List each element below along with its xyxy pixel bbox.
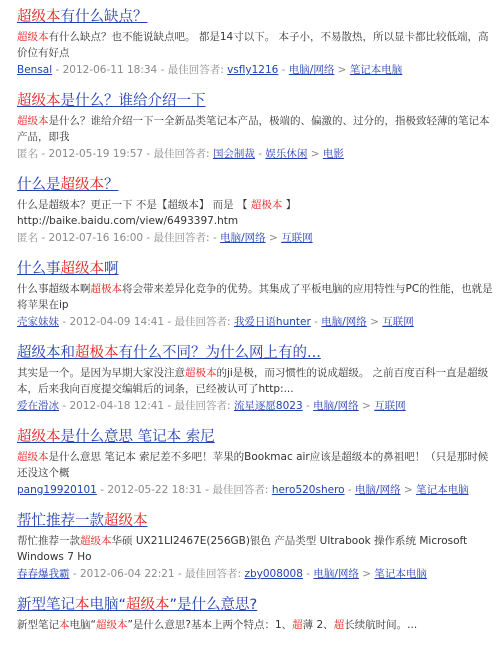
- search-result: [17, 344, 493, 414]
- answerer-link[interactable]: 我爱日语hunter: [233, 316, 311, 328]
- search-result: [17, 8, 493, 78]
- snippet-highlight: 超级本: [95, 619, 128, 631]
- best-answer-label: - 最佳回答者:: [143, 148, 213, 160]
- category-link[interactable]: 电脑/网络: [313, 400, 359, 412]
- post-date: 2012-06-04 22:21: [79, 568, 175, 580]
- answerer-link[interactable]: zby008008: [244, 568, 303, 580]
- breadcrumb-arrow: >: [265, 232, 282, 244]
- result-snippet: [17, 29, 493, 61]
- title-text: 新型笔记: [17, 597, 75, 613]
- title-text: 有什么缺点？: [60, 9, 148, 25]
- snippet-highlight: 超级本: [17, 451, 49, 463]
- snippet-highlight: 本: [59, 619, 70, 631]
- title-text: ”是什么意思?: [169, 597, 258, 613]
- title-text: 啊: [104, 261, 119, 277]
- meta-separator: -: [52, 64, 63, 76]
- meta-separator: -: [302, 400, 314, 412]
- result-snippet: [17, 113, 493, 145]
- result-meta: [17, 398, 493, 414]
- meta-separator: -: [59, 316, 70, 328]
- meta-separator: -: [38, 232, 49, 244]
- post-date: 2012-04-09 14:41: [69, 316, 165, 328]
- category-link[interactable]: 电脑/网络: [313, 568, 359, 580]
- result-meta: [17, 566, 493, 582]
- result-title-link[interactable]: [17, 176, 493, 195]
- breadcrumb-arrow: >: [358, 568, 375, 580]
- result-title-link[interactable]: [17, 344, 493, 363]
- author-link[interactable]: Bensal: [17, 64, 53, 76]
- title-text: 是什么？谁给介绍一下: [60, 93, 206, 109]
- result-meta: [17, 146, 493, 162]
- snippet-text: 是什么意思 笔记本 索尼差不多吧！苹果的Bookmac air应该是超级本的鼻祖吧！（只是那时候还没这个概: [17, 451, 489, 479]
- post-date: 2012-05-22 18:31: [107, 484, 202, 496]
- category-link[interactable]: 娱乐休闲: [265, 148, 308, 160]
- category-link[interactable]: 电脑/网络: [220, 232, 266, 244]
- result-title-link[interactable]: [17, 260, 493, 279]
- result-title-link[interactable]: [17, 8, 493, 27]
- category-link[interactable]: 笔记本电脑: [416, 484, 469, 496]
- title-text: 超级本和: [17, 345, 75, 361]
- search-result: [17, 260, 493, 330]
- title-highlight: 超级本: [60, 177, 104, 193]
- meta-separator: -: [38, 148, 49, 160]
- snippet-highlight: 超: [292, 619, 303, 631]
- result-meta: [17, 62, 493, 78]
- best-answer-label: - 最佳回答者:: [164, 400, 234, 412]
- meta-separator: -: [302, 568, 314, 580]
- title-highlight: 超级本: [60, 261, 104, 277]
- snippet-text: 的ji是极，而习惯性的说成超级。 之前百度百科一直是超级本，后来我向百度提交编辑后的词条，已经被认可了http:...: [17, 367, 489, 395]
- meta-separator: -: [310, 316, 322, 328]
- result-title-link[interactable]: [17, 428, 493, 447]
- snippet-highlight: 超极本: [185, 367, 217, 379]
- answerer-link[interactable]: hero520shero: [271, 484, 345, 496]
- result-snippet: [17, 281, 493, 313]
- snippet-text: 华硕 UX21LI2467E(256GB)银色 产品类型 Ultrabook 操作系统 Microsoft Windows 7 Ho: [17, 535, 468, 563]
- breadcrumb-arrow: >: [307, 148, 323, 160]
- category-link[interactable]: 电脑/网络: [321, 316, 367, 328]
- author-link[interactable]: 壳家妹妹: [17, 316, 59, 328]
- title-highlight: 超极本: [75, 345, 119, 361]
- snippet-text: 是什么？谁给介绍一下一全新品类笔记本产品，极端的、偏激的、过分的，指极致轻薄的笔记本产品，即我: [17, 115, 490, 143]
- snippet-text: 有什么缺点？也不能说缺点吧。 都是14寸以下。 本子小，不易散热，所以显卡都比较低端，高价位有好点: [17, 31, 489, 59]
- snippet-text: 新型笔记: [17, 619, 59, 631]
- result-snippet: [17, 449, 493, 481]
- meta-separator: -: [254, 148, 266, 160]
- meta-separator: -: [278, 64, 289, 76]
- result-title-link[interactable]: [17, 92, 493, 111]
- answerer-link[interactable]: vsfly1216: [227, 64, 279, 76]
- snippet-text: 薄 2、: [302, 619, 334, 631]
- snippet-highlight: 超级本: [17, 31, 49, 43]
- title-highlight: 超级本: [17, 93, 61, 109]
- meta-separator: -: [344, 484, 356, 496]
- author-link[interactable]: 春春爆我霸: [17, 568, 70, 580]
- category-link[interactable]: 电脑/网络: [355, 484, 401, 496]
- post-date: 2012-07-16 16:00: [48, 232, 144, 244]
- snippet-text: 什么事超级本啊: [17, 283, 91, 295]
- snippet-highlight: 超: [333, 619, 345, 631]
- title-highlight: 超级本: [104, 513, 148, 529]
- snippet-highlight: 超极本: [90, 283, 122, 295]
- breadcrumb-arrow: >: [400, 484, 417, 496]
- snippet-highlight: 超极本: [250, 199, 283, 211]
- result-snippet: [17, 197, 493, 229]
- snippet-text: ”是什么意思?基本上两个特点：1、: [127, 619, 293, 631]
- search-result: [17, 176, 493, 246]
- answerer-link[interactable]: 国会制裁: [212, 148, 255, 160]
- author-link[interactable]: pang19920101: [17, 484, 97, 496]
- result-title-link[interactable]: [17, 512, 493, 531]
- breadcrumb-arrow: >: [334, 64, 350, 76]
- snippet-text: 什么是超级本？更正一下 不是【超级本】 而是 【: [17, 199, 251, 211]
- breadcrumb-arrow: >: [358, 400, 375, 412]
- author-link[interactable]: 爱在滑冰: [17, 400, 59, 412]
- result-meta: [17, 314, 493, 330]
- title-highlight: 超级本: [126, 597, 170, 613]
- title-highlight: 超级本: [17, 9, 61, 25]
- best-answer-label: - 最佳回答者:: [143, 232, 213, 244]
- answerer-link[interactable]: 流星逐愿8023: [233, 400, 303, 412]
- snippet-text: 其实是一个。是因为早期大家没注意: [17, 367, 185, 379]
- title-text: 是什么意思 笔记本 索尼: [60, 429, 215, 445]
- category-link[interactable]: 互联网: [281, 232, 313, 244]
- result-snippet: [17, 533, 493, 565]
- snippet-text: 帮忙推荐一款: [17, 535, 80, 547]
- result-snippet: [17, 617, 493, 633]
- result-meta: [17, 230, 493, 246]
- snippet-highlight: 超级本: [17, 115, 49, 127]
- result-title-link[interactable]: [17, 596, 493, 615]
- title-text: 电脑“: [89, 597, 127, 613]
- snippet-highlight: 超级本: [80, 535, 112, 547]
- snippet-text: 将会带来差异化竞争的优势。其集成了平板电脑的应用特性与PC的性能，也就是将苹果在ip: [17, 283, 493, 311]
- snippet-text: 】 http://baike.baidu.com/view/6493397.htm: [17, 199, 297, 227]
- title-text: 什么是: [17, 177, 61, 193]
- title-text: 有什么不同？为什么网上有的...: [118, 345, 321, 361]
- best-answer-label: - 最佳回答者:: [174, 568, 245, 580]
- category-link[interactable]: 电影: [322, 148, 344, 160]
- title-text: ？: [104, 177, 119, 193]
- category-link[interactable]: 笔记本电脑: [349, 64, 403, 76]
- meta-separator: -: [59, 400, 70, 412]
- result-snippet: [17, 365, 493, 397]
- author-label: 匿名: [17, 232, 38, 244]
- category-link[interactable]: 笔记本电脑: [374, 568, 427, 580]
- best-answer-label: - 最佳回答者:: [164, 316, 234, 328]
- search-result: [17, 92, 493, 162]
- title-highlight: 本: [75, 597, 90, 613]
- search-result: [17, 596, 493, 633]
- category-link[interactable]: 电脑/网络: [288, 64, 335, 76]
- snippet-text: 电脑“: [69, 619, 96, 631]
- author-label: 匿名: [17, 148, 38, 160]
- breadcrumb-arrow: >: [366, 316, 383, 328]
- meta-separator: -: [96, 484, 108, 496]
- post-date: 2012-06-11 18:34: [62, 64, 158, 76]
- meta-separator: -: [212, 232, 221, 244]
- best-answer-label: - 最佳回答者:: [201, 484, 272, 496]
- title-highlight: 超级本: [17, 429, 61, 445]
- search-result: [17, 512, 493, 582]
- best-answer-label: - 最佳回答者:: [157, 64, 228, 76]
- title-text: 什么事: [17, 261, 61, 277]
- category-link[interactable]: 互联网: [374, 400, 406, 412]
- result-meta: [17, 482, 493, 498]
- search-result: [17, 428, 493, 498]
- snippet-text: 长续航时间。...: [344, 619, 418, 631]
- post-date: 2012-04-18 12:41: [69, 400, 165, 412]
- title-text: 帮忙推荐一款: [17, 513, 104, 529]
- meta-separator: -: [69, 568, 80, 580]
- category-link[interactable]: 互联网: [382, 316, 414, 328]
- post-date: 2012-05-19 19:57: [48, 148, 144, 160]
